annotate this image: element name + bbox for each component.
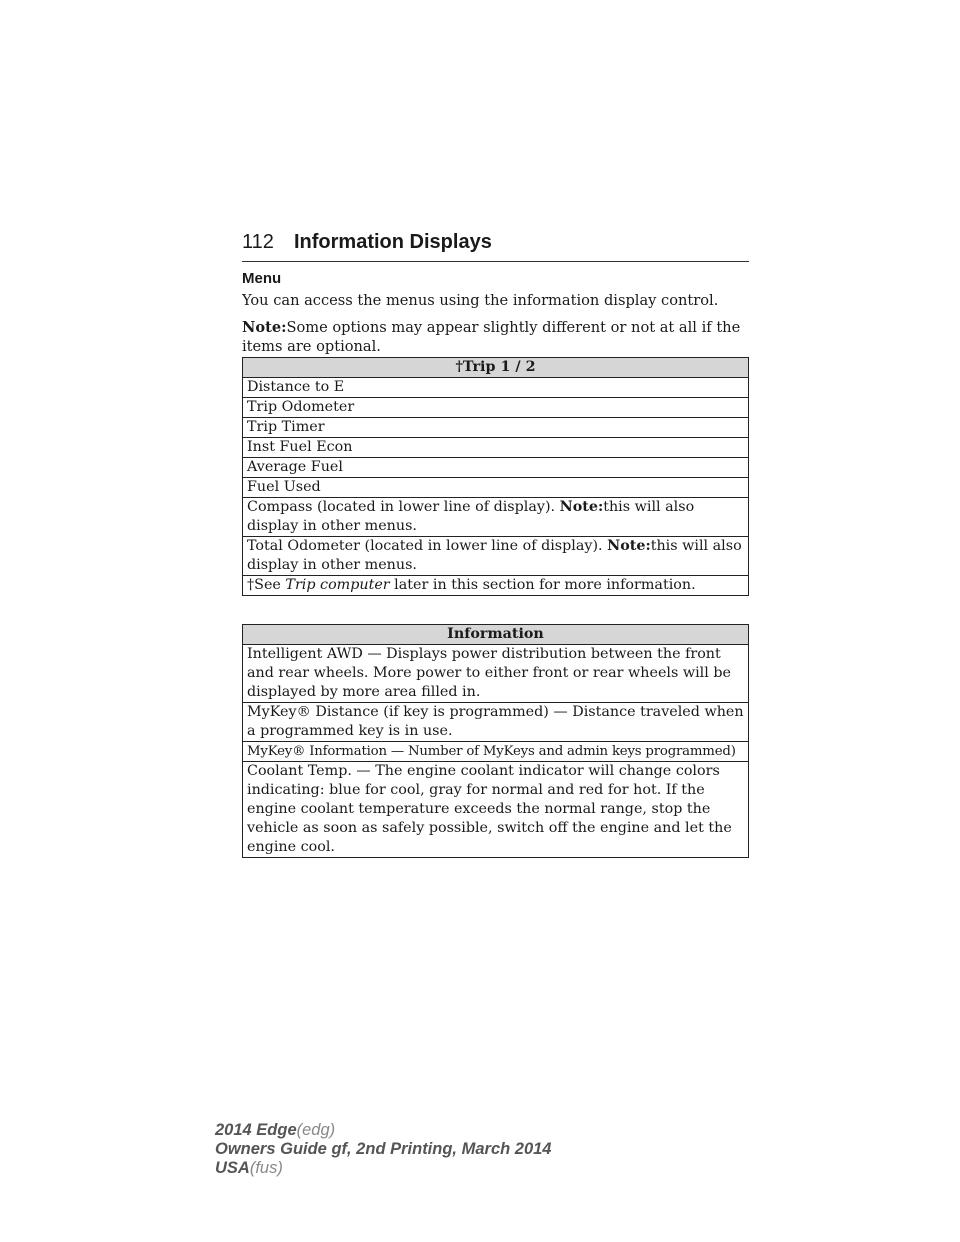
table-row: Trip Odometer	[243, 398, 749, 418]
compass-note-label: Note:	[559, 499, 604, 515]
note-text: Some options may appear slightly different or not at all if the items are optional.	[242, 319, 741, 355]
information-table	[242, 624, 749, 858]
footer-model: 2014 Edge	[215, 1121, 297, 1139]
table-footnote	[243, 576, 749, 596]
page-footer	[215, 1121, 552, 1178]
table-row: Inst Fuel Econ	[243, 438, 749, 458]
trip-table	[242, 357, 749, 596]
odometer-note-label: Note:	[607, 538, 651, 554]
menu-intro: You can access the menus using the information display control.	[242, 292, 719, 309]
table-row: Intelligent AWD — Displays power distribution between the front and rear wheels. More power to either front or rear wheels will be displayed by more area filled in.	[243, 645, 749, 703]
table-row: Average Fuel	[243, 458, 749, 478]
footer-region: USA	[215, 1159, 250, 1177]
table-row: Distance to E	[243, 378, 749, 398]
table-row: Fuel Used	[243, 478, 749, 498]
trip-table-heading: †Trip 1 / 2	[243, 358, 749, 378]
menu-heading: Menu	[242, 270, 282, 287]
section-title: Information Displays	[294, 231, 492, 253]
footnote-reference: Trip computer	[285, 577, 390, 593]
footer-guide: Owners Guide gf, 2nd Printing, March 2014	[215, 1140, 552, 1158]
table-row: MyKey® Distance (if key is programmed) — Distance traveled when a programmed key is in use.	[243, 703, 749, 742]
footnote-suffix: later in this section for more information.	[389, 577, 696, 593]
page-header	[242, 229, 749, 262]
menu-note	[242, 318, 749, 356]
compass-text: Compass (located in lower line of display).	[247, 499, 560, 515]
compass-note-text: this will also display in other menus.	[247, 499, 695, 534]
table-row-odometer	[243, 537, 749, 576]
odometer-note-text: this will also display in other menus.	[247, 538, 742, 573]
note-label: Note:	[242, 319, 287, 336]
table-row: MyKey® Information — Number of MyKeys and admin keys programmed)	[243, 742, 749, 762]
table-row: Trip Timer	[243, 418, 749, 438]
table-row-compass	[243, 498, 749, 537]
information-table-heading: Information	[243, 625, 749, 645]
odometer-text: Total Odometer (located in lower line of display).	[247, 538, 608, 554]
table-row: Coolant Temp. — The engine coolant indicator will change colors indicating: blue for cool, gray for normal and red for hot. If the engine coolant temperature exceeds the normal range, stop the vehicle as soon as safely possible, switch off the engine and let the engine cool.	[243, 762, 749, 858]
footer-model-code: (edg)	[296, 1121, 336, 1139]
footnote-prefix: †See	[247, 577, 286, 593]
footer-region-code: (fus)	[249, 1159, 283, 1177]
page-number: 112	[242, 231, 274, 253]
